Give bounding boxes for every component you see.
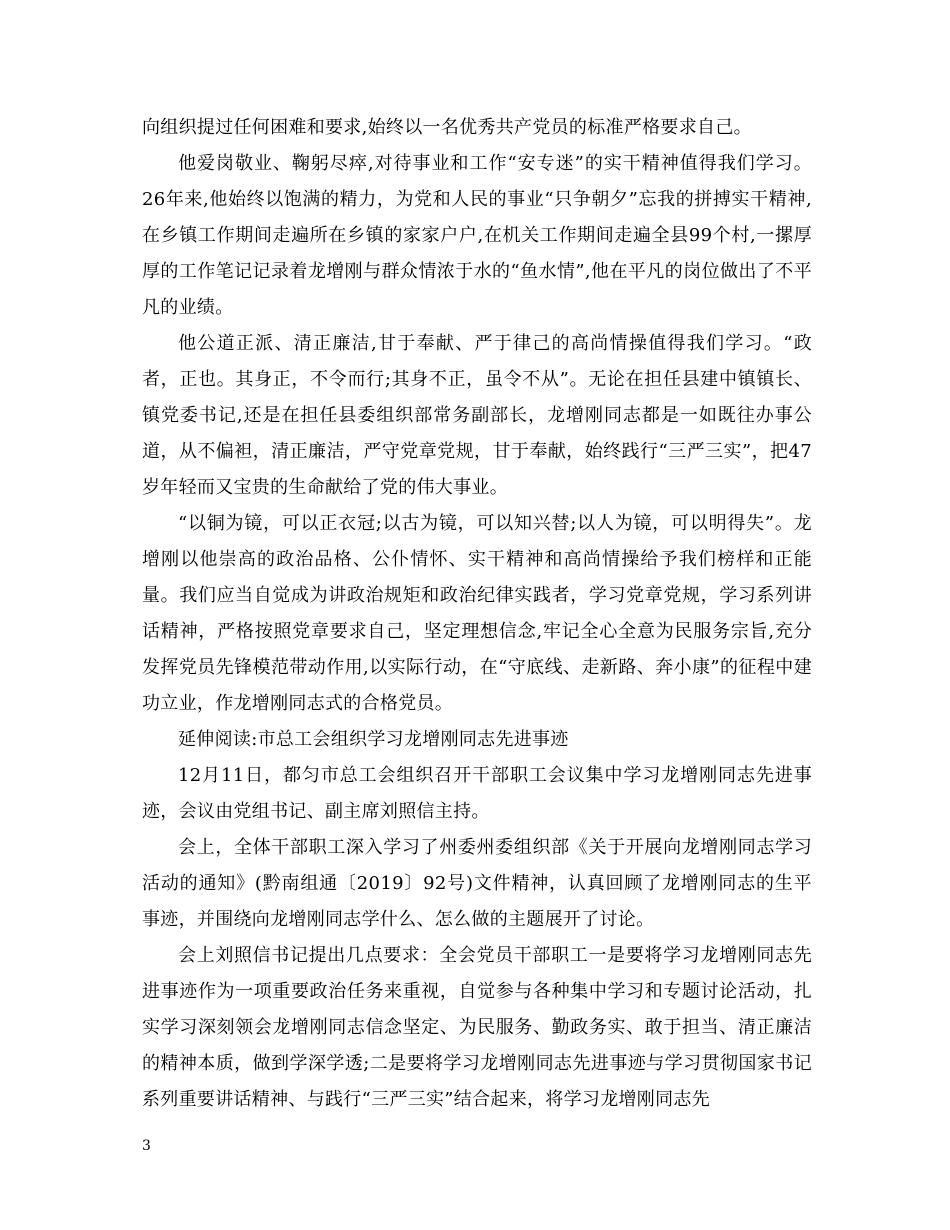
paragraph-1: 向组织提过任何困难和要求,始终以一名优秀共产党员的标准严格要求自己。 — [142, 117, 752, 138]
paragraph-3: 他公道正派、清正廉洁,甘于奉献、严于律己的高尚情操值得我们学习。“政者，正也。其身正，不令而行;其身不正，虽令不从”。无论在担任县建中镇镇长、镇党委书记,还是在担任县委组织部常务副部长，龙增刚同志都是一如既往办事公道，从不偏袒，清正廉洁，严守党章党规，甘于奉献，始终践行“三严三实”，把47岁年轻而又宝贵的生命献给了党的伟大事业。 — [142, 333, 812, 498]
paragraph-2: 他爱岗敬业、鞠躬尽瘁,对待事业和工作“安专迷”的实干精神值得我们学习。26年来,他始终以饱满的精力，为党和人民的事业“只争朝夕”忘我的拼搏实干精神,在乡镇工作期间走遍所在乡镇的家家户户,在机关工作期间走遍全县99个村,一摞厚厚的工作笔记记录着龙增刚与群众情浓于水的“鱼水情”,他在平凡的岗位做出了不平凡的业绩。 — [142, 153, 812, 318]
paragraph-8: 会上刘照信书记提出几点要求：全会党员干部职工一是要将学习龙增刚同志先进事迹作为一项重要政治任务来重视，自觉参与各种集中学习和专题讨论活动，扎实学习深刻领会龙增刚同志信念坚定、为民服务、勤政务实、敢于担当、清正廉洁的精神本质，做到学深学透;二是要将学习龙增刚同志先进事迹与学习贯彻国家书记系列重要讲话精神、与践行“三严三实”结合起来，将学习龙增刚同志先 — [142, 945, 812, 1110]
extended-reading-heading: 延伸阅读:市总工会组织学习龙增刚同志先进事迹 — [178, 729, 569, 750]
paragraph-7: 会上，全体干部职工深入学习了州委州委组织部《关于开展向龙增刚同志学习活动的通知》(黔南组通〔2019〕92号)文件精神，认真回顾了龙增刚同志的生平事迹，并围绕向龙增刚同志学什么、怎么做的主题展开了讨论。 — [142, 837, 812, 930]
paragraph-4: “以铜为镜，可以正衣冠;以古为镜，可以知兴替;以人为镜，可以明得失”。龙增刚以他崇高的政治品格、公仆情怀、实干精神和高尚情操给予我们榜样和正能量。我们应当自觉成为讲政治规矩和政治纪律实践者，学习党章党规，学习系列讲话精神，严格按照党章要求自己，坚定理想信念,牢记全心全意为民服务宗旨,充分发挥党员先锋模范带动作用,以实际行动，在“守底线、走新路、奔小康”的征程中建功立业，作龙增刚同志式的合格党员。 — [142, 513, 812, 714]
page-number: 3 — [142, 1138, 151, 1154]
paragraph-6: 12月11日，都匀市总工会组织召开干部职工会议集中学习龙增刚同志先进事迹，会议由党组书记、副主席刘照信主持。 — [142, 765, 812, 822]
document-body — [142, 110, 812, 1118]
